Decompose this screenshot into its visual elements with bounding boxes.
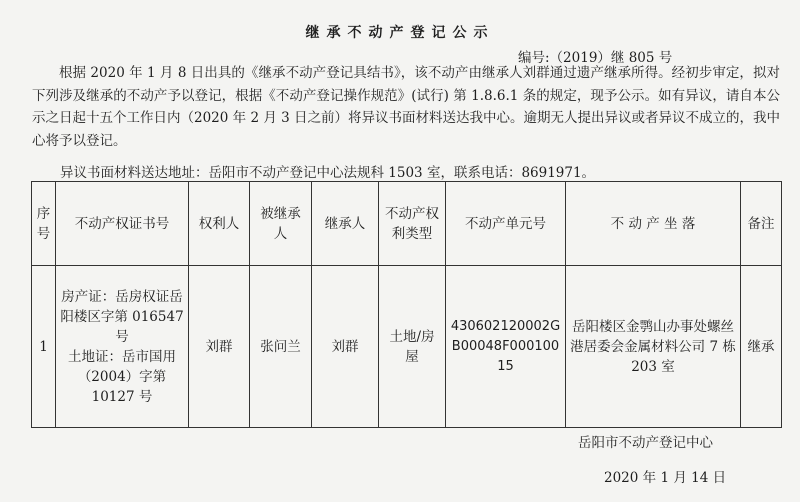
table-header-row <box>32 182 782 266</box>
header-deceased: 被继承人 <box>250 182 312 266</box>
header-seq: 序号 <box>32 182 56 266</box>
notice-paragraph: 根据 2020 年 1 月 8 日出具的《继承不动产登记具结书》，该不动产由继承人刘群通过遗产继承所得。经初步审定，拟对下列涉及继承的不动产予以登记，根据《不动产登记操作规范》(试行) 第 1.8.6.1 条的规定，现予公示。如有异议，请自本公示之日起十五个工作日内（2020 年 2 月 3 日之前）将异议书面材料送达我中心。逾期无人提出异议或者异议不成立的，我中心将予以登记。 <box>32 65 780 149</box>
objection-address: 异议书面材料送达地址：岳阳市不动产登记中心法规科 1503 室，联系电话：8691971。 <box>60 165 596 181</box>
cell-heir: 刘群 <box>312 266 379 428</box>
cell-location: 岳阳楼区金鹗山办事处螺丝港居委会金属材料公司 7 栋 203 室 <box>566 266 741 428</box>
header-right-type: 不动产权利类型 <box>379 182 446 266</box>
cert-land: 土地证：岳市国用（2004）字第 10127 号 <box>68 348 176 405</box>
issuer-name: 岳阳市不动产登记中心 <box>578 435 713 451</box>
header-unit-no: 不动产单元号 <box>446 182 566 266</box>
cell-seq: 1 <box>32 266 56 428</box>
header-cert: 不动产权证书号 <box>56 182 189 266</box>
issue-date: 2020 年 1 月 14 日 <box>604 470 727 486</box>
cell-cert <box>56 266 189 428</box>
header-remark: 备注 <box>741 182 782 266</box>
header-heir: 继承人 <box>312 182 379 266</box>
header-holder: 权利人 <box>189 182 250 266</box>
document-number: 编号:（2019）继 805 号 <box>518 50 673 66</box>
cell-holder: 刘群 <box>189 266 250 428</box>
notice-body <box>32 62 780 152</box>
cell-unit-no: 430602120002GB00048F00010015 <box>446 266 566 428</box>
cell-right-type: 土地/房屋 <box>379 266 446 428</box>
registration-table <box>31 181 782 428</box>
document-title: 继承不动产登记公示 <box>305 25 495 41</box>
cell-remark: 继承 <box>741 266 782 428</box>
cell-deceased: 张问兰 <box>250 266 312 428</box>
table-row <box>32 266 782 428</box>
header-location: 不 动 产 坐 落 <box>566 182 741 266</box>
cert-property: 房产证：岳房权证岳阳楼区字第 016547 号 <box>60 288 184 345</box>
